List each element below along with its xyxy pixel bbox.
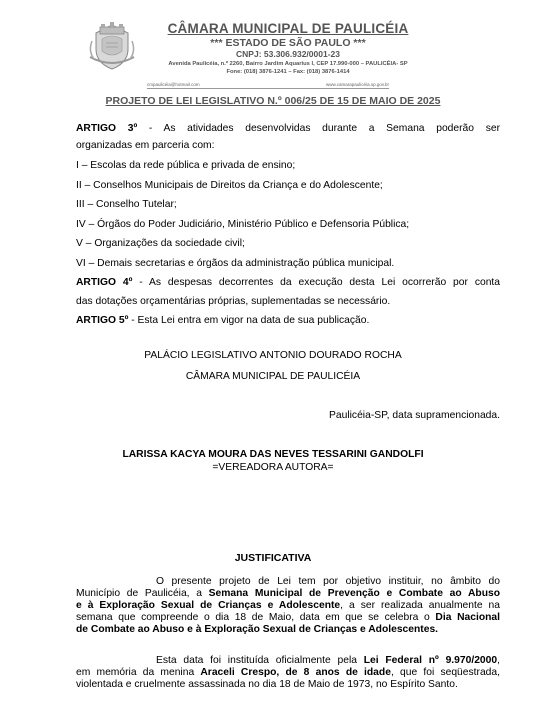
article-3-line-1: ARTIGO 3º - As atividades desenvolvidas durante a Semana poderão ser: [76, 123, 500, 134]
para2-line-1: Esta data foi instituída oficialmente pela Lei Federal nº 9.970/2000,: [156, 655, 500, 666]
justification-paragraph-1: [76, 576, 500, 636]
contact-line: [147, 82, 389, 87]
date-line: Paulicéia-SP, data supramencionada.: [329, 410, 500, 421]
article-5: [76, 311, 500, 330]
signer-role: =VEREADORA AUTORA=: [212, 462, 334, 473]
article-5-line: ARTIGO 5º - Esta Lei entra em vigor na data de sua publicação.: [76, 315, 370, 326]
list-item: II – Conselhos Municipais de Direitos da Criança e do Adolescente;: [76, 179, 383, 191]
article-3: [76, 120, 500, 154]
cnpj-line: CNPJ: 53.306.932/0001-23: [236, 49, 340, 59]
article-4: [76, 273, 500, 311]
list-item: III – Conselho Tutelar;: [76, 199, 177, 210]
para1-line-2: Município de Paulicéia, a Semana Municipal de Prevenção e Combate ao Abuso: [76, 588, 500, 599]
para1-line-4: semana que compreende o dia 18 de Maio, data em que se celebra o Dia Nacional: [76, 612, 500, 623]
article-4-line-1: ARTIGO 4º - As despesas decorrentes da execução desta Lei ocorrerão por conta: [76, 277, 501, 288]
letterhead: [140, 21, 436, 76]
list-item: IV – Órgãos do Poder Judiciário, Ministério Público e Defensoria Pública;: [76, 218, 410, 230]
justification-title: JUSTIFICATIVA: [234, 552, 312, 564]
article-5-label: ARTIGO 5º: [76, 315, 129, 326]
project-title: PROJETO DE LEI LEGISLATIVO N.º 006/25 DE 15 DE MAIO DE 2025: [105, 95, 441, 107]
signer-name: LARISSA KACYA MOURA DAS NEVES TESSARINI GANDOLFI: [122, 449, 424, 460]
chamber-name: CÂMARA MUNICIPAL DE PAULICÉIA: [185, 371, 361, 382]
para1-line-1: O presente projeto de Lei tem por objetivo instituir, no âmbito do: [156, 576, 500, 587]
article-4-line-2: das dotações orçamentárias próprias, suplementadas se necessário.: [76, 296, 391, 307]
article-3-line-2: organizadas em parceria com:: [76, 140, 215, 151]
para1-line-3: e à Exploração Sexual de Crianças e Adolescente, a ser realizada anualmente na: [76, 600, 500, 611]
municipal-coat-of-arms-logo: [86, 19, 138, 71]
palace-name: PALÁCIO LEGISLATIVO ANTONIO DOURADO ROCHA: [144, 350, 402, 361]
list-item: I – Escolas da rede pública e privada de ensino;: [76, 160, 296, 171]
para1-line-5: de Combate ao Abuso e à Exploração Sexual de Crianças e Adolescentes.: [76, 624, 439, 635]
list-item: V – Organizações da sociedade civil;: [76, 238, 245, 249]
chamber-title: CÂMARA MUNICIPAL DE PAULICÉIA: [167, 21, 409, 36]
phone-line: Fone: (018) 3876-1241 – Fax: (018) 3876-1414: [226, 69, 350, 75]
article-3-label: ARTIGO 3º: [76, 123, 138, 134]
para2-line-3: violentada e cruelmente assassinada no dia 18 de Maio de 1973, no Espírito Santo.: [76, 679, 458, 690]
state-line: *** ESTADO DE SÃO PAULO ***: [210, 37, 366, 49]
article-3-items: [76, 156, 500, 273]
justification-paragraph-2: [76, 655, 500, 691]
website-text: www.camarapaulicéia.sp.gov.br: [326, 82, 389, 87]
address-line: Avenida Paulicéia, n.º 2260, Bairro Jardim Aquarius I, CEP 17.990-000 – PAULICÉIA- SP: [168, 61, 408, 67]
email-text: cmpaulicéia@hotmail.com: [147, 82, 200, 87]
header-divider: [147, 88, 389, 89]
list-item: VI – Demais secretarias e órgãos da administração pública municipal.: [76, 257, 395, 269]
article-4-label: ARTIGO 4º: [76, 277, 133, 288]
para2-line-2: em memória da menina Araceli Crespo, de 8 anos de idade, que foi seqüestrada,: [76, 667, 500, 678]
